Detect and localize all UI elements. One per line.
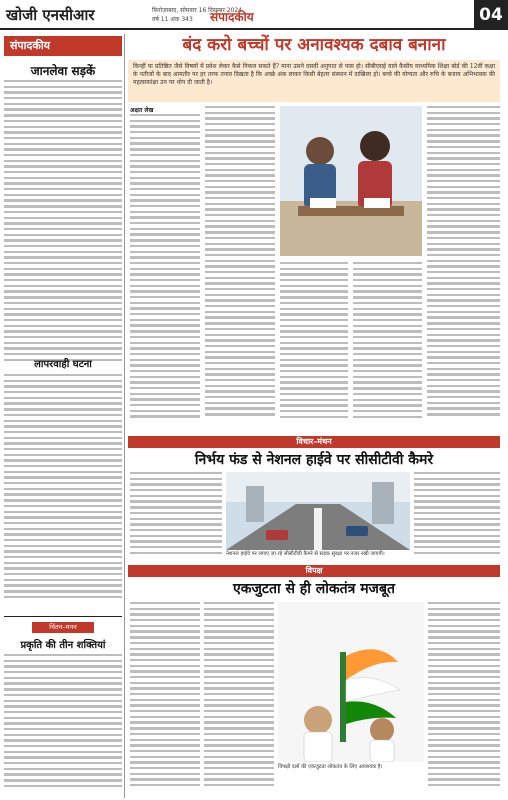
bottom-col-1 <box>130 602 200 796</box>
editorial-body-2 <box>4 374 122 612</box>
page-number: 04 <box>474 0 508 30</box>
left-column <box>4 34 122 798</box>
top-col-5 <box>427 106 500 430</box>
section-title: संपादकीय <box>210 10 254 24</box>
masthead-issue: वर्ष 11 अंक 343 <box>152 16 193 23</box>
editorial-body <box>4 80 122 372</box>
column-divider <box>124 34 125 798</box>
top-col-2 <box>205 106 275 430</box>
masthead-date: फिरोज़ाबाद, सोमवार 16 दिसम्बर 2024 <box>152 7 242 14</box>
editorial-subheading: लापरवाही घटना <box>34 359 92 370</box>
party-caption: विपक्षी दलों की एकजुटता लोकतंत्र के लिए आवश्यक है। <box>278 764 383 770</box>
top-col-4 <box>353 262 422 430</box>
highway-illustration <box>226 472 410 550</box>
top-byline: अक्षत लेख <box>130 107 154 114</box>
middle-col-1 <box>130 472 222 560</box>
middle-col-3 <box>414 472 500 560</box>
highway-photo <box>226 472 410 550</box>
party-illustration <box>278 602 424 762</box>
editorial-title: जानलेवा सड़कें <box>30 64 96 78</box>
top-col-1 <box>130 114 200 430</box>
top-headline: बंद करो बच्चों पर अनावश्यक दबाव बनाना <box>182 35 446 55</box>
chintan-band: चिंतन–मनन <box>32 622 94 633</box>
middle-headline: निर्भय फंड से नेशनल हाईवे पर सीसीटीवी कैमरे <box>194 452 434 468</box>
bottom-headline: एकजुटता से ही लोकतंत्र मजबूत <box>233 581 395 597</box>
editorial-band: संपादकीय <box>4 36 122 56</box>
students-photo <box>280 106 422 256</box>
party-photo <box>278 602 424 762</box>
bottom-col-2 <box>204 602 274 796</box>
bottom-col-4 <box>428 602 500 796</box>
chintan-title: प्रकृति की तीन शक्तियां <box>20 640 106 651</box>
masthead <box>0 0 508 30</box>
highway-caption: नेशनल हाईवे पर लगाए जा रहे सीसीटीवी कैमरे से सड़क सुरक्षा पर नजर रखी जाएगी। <box>226 551 385 557</box>
chintan-body <box>4 654 122 798</box>
students-illustration <box>280 106 422 256</box>
vichar-band: विचार–मंथन <box>128 436 500 448</box>
vipaksh-band: विपक्ष <box>128 565 500 577</box>
top-col-3 <box>280 262 348 430</box>
top-intro: किन्हीं या प्रतिष्ठित जैसे विषयों में प्रवेश लेकर कैसे निकल सकते हैं? माना उसने दसवीं अनुपात से पास हो। सीबीएसई वाले कैसीय माध्यमिक शिक्षा बोर्ड की 12वीं कक्षा के नतीजों के बाद आमतौर पर हर तरफ तनाव दिखता है कि अच्छे अंक लाकर किसी बेहतर संस्थान में दाखिला हो। बच्चे की योग्यता और रुचि के बजाय अभिभावक की महत्वाकांक्षा उन पर थोप दी जाती है। <box>128 60 500 102</box>
newspaper-logo: खोजी एनसीआर <box>6 6 95 24</box>
left-separator <box>4 616 122 617</box>
